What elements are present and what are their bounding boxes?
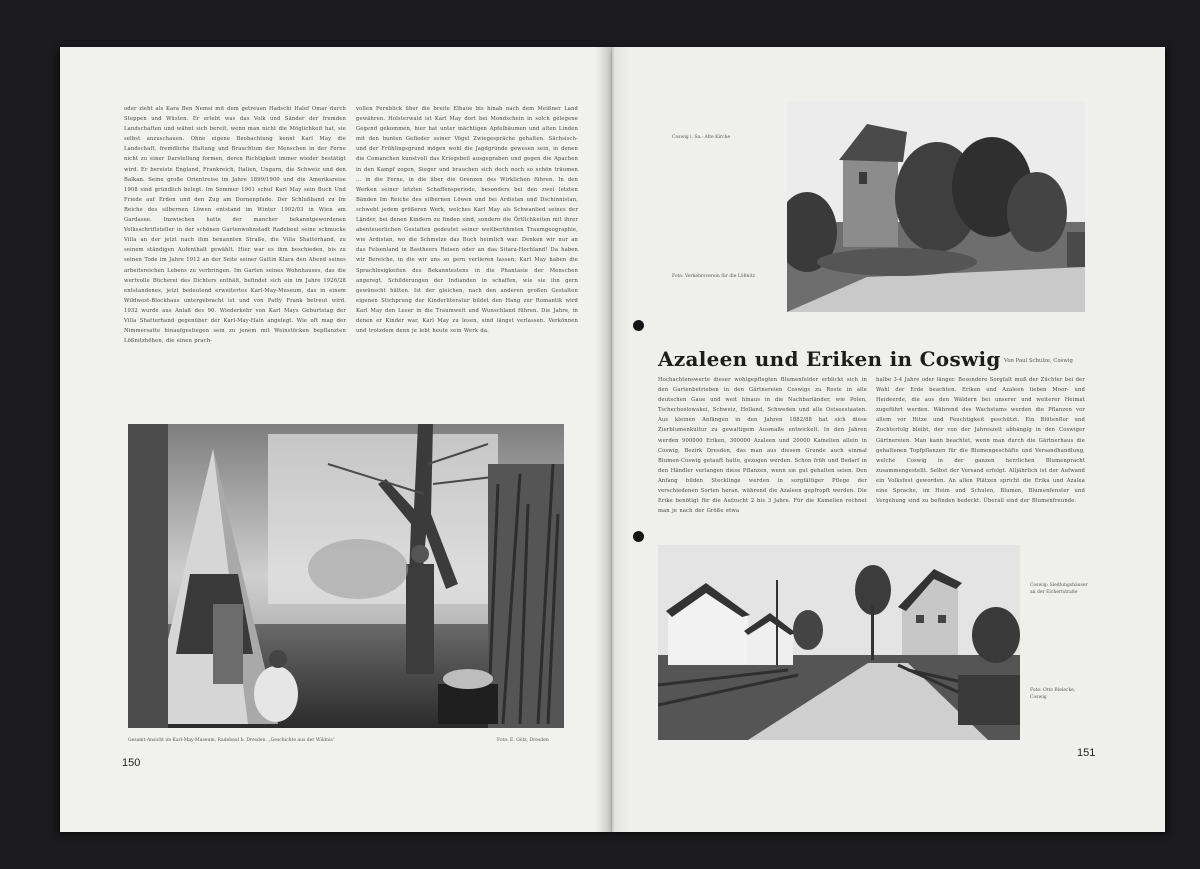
coswig-street-photo <box>658 545 1020 740</box>
left-page <box>60 47 613 832</box>
punch-hole-top <box>633 320 644 331</box>
diorama-photo-credit: Foto: E. Götz, Dresden <box>497 738 549 743</box>
coswig-church-photo <box>787 102 1085 312</box>
left-text-column-2: vollen Fernblick über die breite Elbaue bis hinab nach dem Meißner Land gewähren. Holsterwald ist Karl May dort bei Mondschein in solch gelegene Gegend gekommen, hier hat unter mächtigen Apfelbäumen und alten Linden mit den bunten Gefieder seiner Vögel Zwiegespräche gehalten. Sächsisch- und der Frühlingsgrund mögen wohl die Jagdgründe gewesen sein, in denen die Comanchen kunstvoll das Kriegsbeil ausgegraben und gegen die Apachen in den Kampf zogen, Sieger und brauchen sich doch noch so schön träumen ... in die Ferne, in die über die Grenzen des Wirklichen führen. In den Werken seiner letzten Schaffensperiode, besonders bei den zwei letzten Bänden Im Reiche des silbernen Löwen und bei Ardistan und Dschinnistan, schwebt jedem größeren Werk, welches Karl May als Schwanlied seines der Länder, bei denen Kindern zu finden sind, sondern die Örtlichkeiten mit ihrer abenteuerlichen Gestalten gedeutet seiner weitberühmten Traumgeographie, wie Ardistan, wo die Schmelze das Buch heimlich war. Denken wir nur an das Felsenland in Bastheers Reisen oder an das Sitara-Hochland! Da haben wir Bereiche, in die wir uns so gern verlieren lassen; Karl May haben die Sprachlosigkeiten des Bekanntestens in die Phantasie der Menschen angeregt. Schilderungen der Indianden in schaffen, wie sie ihn gern gewünscht hätten. Ist der gleichen, nach den anderen großen Gestalten eigenen Stichprung der Kinderliteratur bildet den Hang zur Romantik wird Karl May den Leser in die Traumwelt und Wunschland führen. Die Jahre, in denen er Kinder war, Karl May zu lesen, sind längst verlassen. Verkönnen und trotzdem denn je lebt heute sein Werk da. <box>356 106 578 335</box>
page-number-left: 150 <box>122 757 141 769</box>
article-byline: Von Paul Schulze, Coswig <box>1004 358 1073 364</box>
street-photo-credit: Foto: Otto Bielecke, Coswig <box>1030 688 1076 700</box>
street-caption: Coswig: Siedlungshäuser an der Eichertstraße <box>1030 583 1088 595</box>
museum-diorama-photo <box>128 424 564 728</box>
punch-hole-bottom <box>633 531 644 542</box>
article-column-1: Hochachtenswerte dieser wohlgepflegten Blumenfelder erblickt sich in den Gartenbetrieben in den Gärtnereien Coswigs zu Roste in alle deutschen Gaue und weit hinaus in die Nachbarländer, wie Polen, Tschechoslowakei, Schweiz, Holland, Schweden und alle Ostseestaaten. Aus kleinen Anfängen in den Jahren 1882/88 hat sich diese Zierblumenkultur zu gewaltigem Ausmaße entwickelt. In den Jahren werden 900000 Eriken, 300000 Azaleen und 20000 Kamelien allein in Coswig, Bezirk Dresden, das man aus diesem Grunde auch einmal Blumen-Coswig getauft hatte, gezogen werden. Schon früh und Bedarf in den Händler verlangen diese Pflanzen, wenn sie gut gehalten seien. Den Anfang bilden Stecklinge werden in sorgfältiger Pflege der verschiedenen Sorten heran, während die Azaleen gepfropft werden. Die Erike benötigt für die Aufzucht 2 bis 3 Jahre. Für die Kamelien rechnet man je nach der Größe etwa <box>658 377 867 515</box>
left-text-column-1: oder zieht als Kara Ben Nemsi mit dem getreuen Hadschi Halef Omar durch Steppen und Wüsten. Er erlebt was das Volk und Sänder der fremden Landschaften und wähnt sich bereit, wenn man nicht die Möglichkeit hat, sie selbst anzuschauen. Ohne eigene Beobachtung kennt Karl May die Landschaft, fremdliche Haltung und Brauchtum der Menschen in der Ferne nicht zu einer Darstellung formen, deren Richtigkeit immer wieder bestätigt wird. Er bereiste England, Frankreich, Italien, Ungarn, die Schweiz und den Balkan. Seine große Orientreise im Jahre 1899/1900 und die Amerikareise 1908 sind gründlich belegt. Im Sommer 1901 schuf Karl May sein Buch Und Friede auf Erden und den Zug am Dornenpfade. Der Schlußband zu Im Reiche des silbernen Löwen entstand im Winter 1902/03 in Wien am Gardasee. Inzwischen hatte der mancher bekanntgewordenen Volksschriftsteller in der schönen Gartenwohnstadt Radebeul seine schmucke Villa an der jetzt nach ihm benannten Straße, die Villa Shatterhand, zu seinem ständigen Aufenthalt gewählt. Hier war es ihm beschieden, bis zu seinen Tode im Jahre 1912 an der Seite seiner Gattin Klara den Abend seines arbeitsreichen Lebens zu verbringen. Im Garten seines Wohnhauses, das die wertvolle Bücherei des Dichters enthält, befindet sich ein im Jahre 1926/28 entstandenes, jetzt bedeutend erweitertes Karl-May-Museum, das in einem Wildwest-Blockhaus untergebracht ist und von Patty Frank betreut wird. 1932 wurde aus Anlaß des 90. Wiederkehr von Karl Mays Geburtstag der Villa Shatterhand gegenüber der Karl-May-Hain angelegt. Wie oft mag der Nimmersatte hinaufgestiegen sein zu jenem mit Weinstöcken bepflanzten Lößnitzhöhen, die einen prach- <box>124 106 346 345</box>
church-caption: Coswig i. Sa.: Alte Kirche <box>672 135 731 140</box>
article-column-2: halbe 3-4 Jahre oder länger. Besondere Sorgfalt muß der Züchter bei der Wahl der Erde beachten. Eriken und Azaleen lieben Moor- und Heideerde, die aus den Wäldern bei unserer und weiterer Heimat zugeführt werden. Während des Wachstums werden die Pflanzen vor allem vor Hitze und Feuchtigkeit geschützt. Ein Blütenflor und Zuchterfolg bleibt, der von der Jahreszeit abhängig in den Coswiger Gärtnereien. Man kann beachtet, wenn man durch die Gärtnerhaus die gehaltenen Topfpflanzen für die Blumengeschäfte und Versandhandlung, welche Coswig in der ganzen herrlichen Blumenpracht zusammengestellt. Selbst der Versand erfolgt. Alljährlich ist der Aufwand ein Volksfest geworden. An allen Plätzen spricht die Erika und Azalea eine Sprache, im Heim und Schulen, Blumen, Blumenfenster und Vergehung sind zu befinden bedeckt. Überall sind der Blumenfreunde. <box>876 377 1085 505</box>
diorama-caption: Gesamt-Ansicht im Karl-May-Museum, Radebeul b. Dresden. „Geschichte aus der Wildnis“ <box>128 738 336 743</box>
article-title: Azaleen und Eriken in Coswig <box>658 347 1001 371</box>
page-number-right: 151 <box>1077 747 1096 759</box>
right-page <box>612 47 1165 832</box>
church-photo-credit: Foto: Verkehrsverein für die Lößnitz <box>672 274 756 279</box>
